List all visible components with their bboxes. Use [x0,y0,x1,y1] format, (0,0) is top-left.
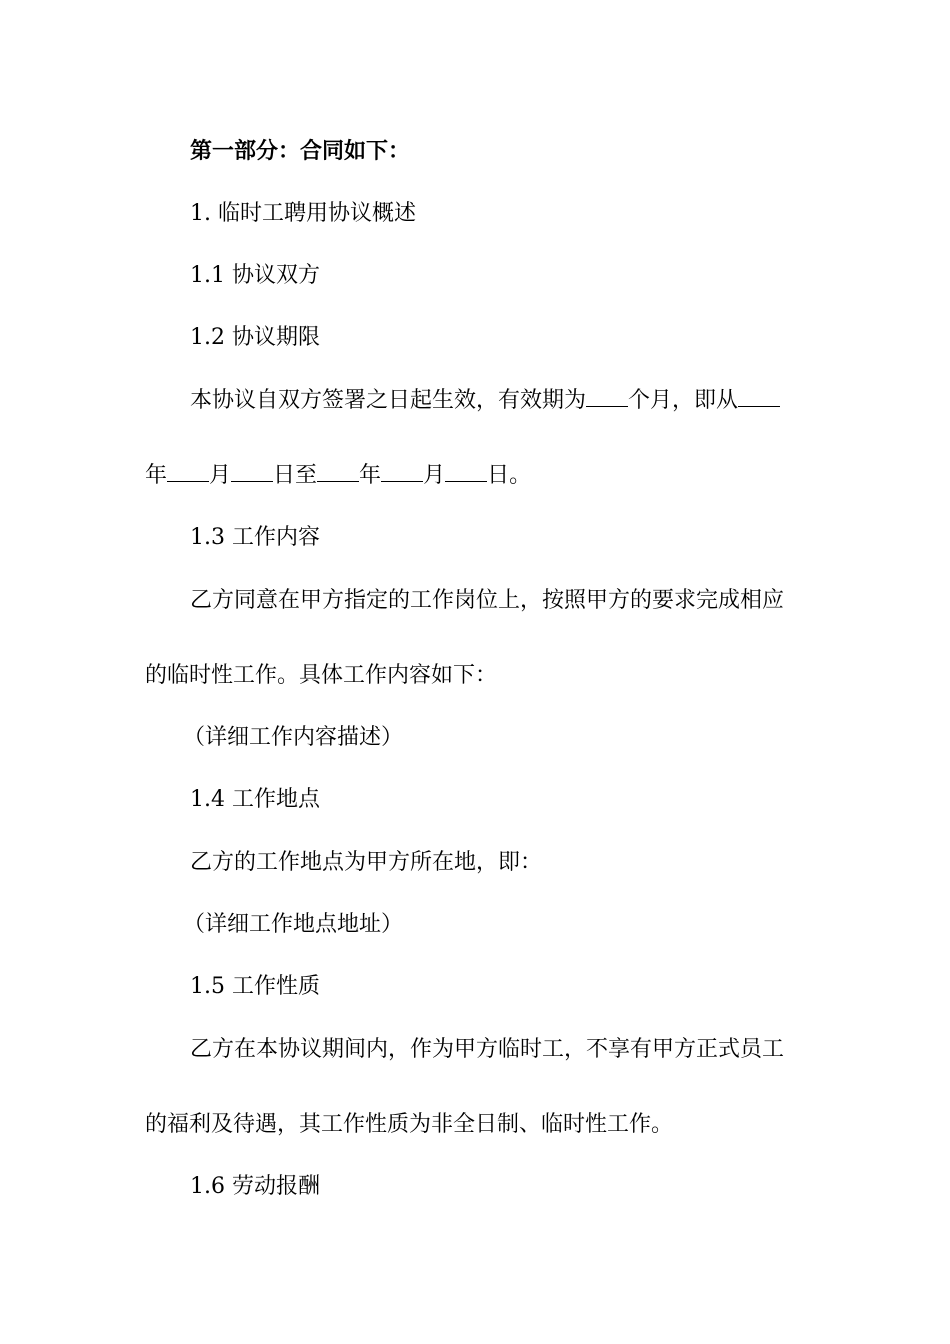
section-heading: 1.5 工作性质 [190,974,320,999]
fill-blank[interactable] [445,461,487,482]
section-heading: 1.3 工作内容 [190,525,320,550]
fill-blank[interactable] [738,386,780,407]
section-heading: 1.6 劳动报酬 [190,1174,320,1199]
section-heading: 1. 临时工聘用协议概述 [190,201,416,226]
term-text: 本协议自双方签署之日起生效，有效期为 [190,388,587,413]
body-paragraph-line: 乙方的工作地点为甲方所在地，即： [190,850,543,875]
year-label: 年 [145,463,168,488]
day-end-label: 日。 [487,463,532,488]
fill-blank[interactable] [317,461,359,482]
year-label: 年 [359,463,382,488]
term-paragraph-line-2 [145,461,531,491]
fill-blank[interactable] [231,461,273,482]
term-text: 个月，即从 [628,388,739,413]
day-to-label: 日至 [273,463,318,488]
fill-blank[interactable] [586,386,628,407]
section-heading: 1.4 工作地点 [190,787,320,812]
month-label: 月 [209,463,232,488]
section-heading: 1.2 协议期限 [190,325,320,350]
part-title: 第一部分：合同如下： [190,139,411,164]
placeholder-text: （详细工作内容描述） [183,725,404,750]
term-paragraph-line-1 [190,386,780,416]
body-paragraph-line: 的临时性工作。具体工作内容如下： [145,663,498,688]
placeholder-text: （详细工作地点地址） [183,912,404,937]
body-paragraph-line: 乙方同意在甲方指定的工作岗位上，按照甲方的要求完成相应 [190,588,785,613]
body-paragraph-line: 的福利及待遇，其工作性质为非全日制、临时性工作。 [145,1112,674,1137]
body-paragraph-line: 乙方在本协议期间内，作为甲方临时工，不享有甲方正式员工 [190,1037,785,1062]
fill-blank[interactable] [381,461,423,482]
fill-blank[interactable] [167,461,209,482]
section-heading: 1.1 协议双方 [190,263,320,288]
month-label: 月 [423,463,446,488]
